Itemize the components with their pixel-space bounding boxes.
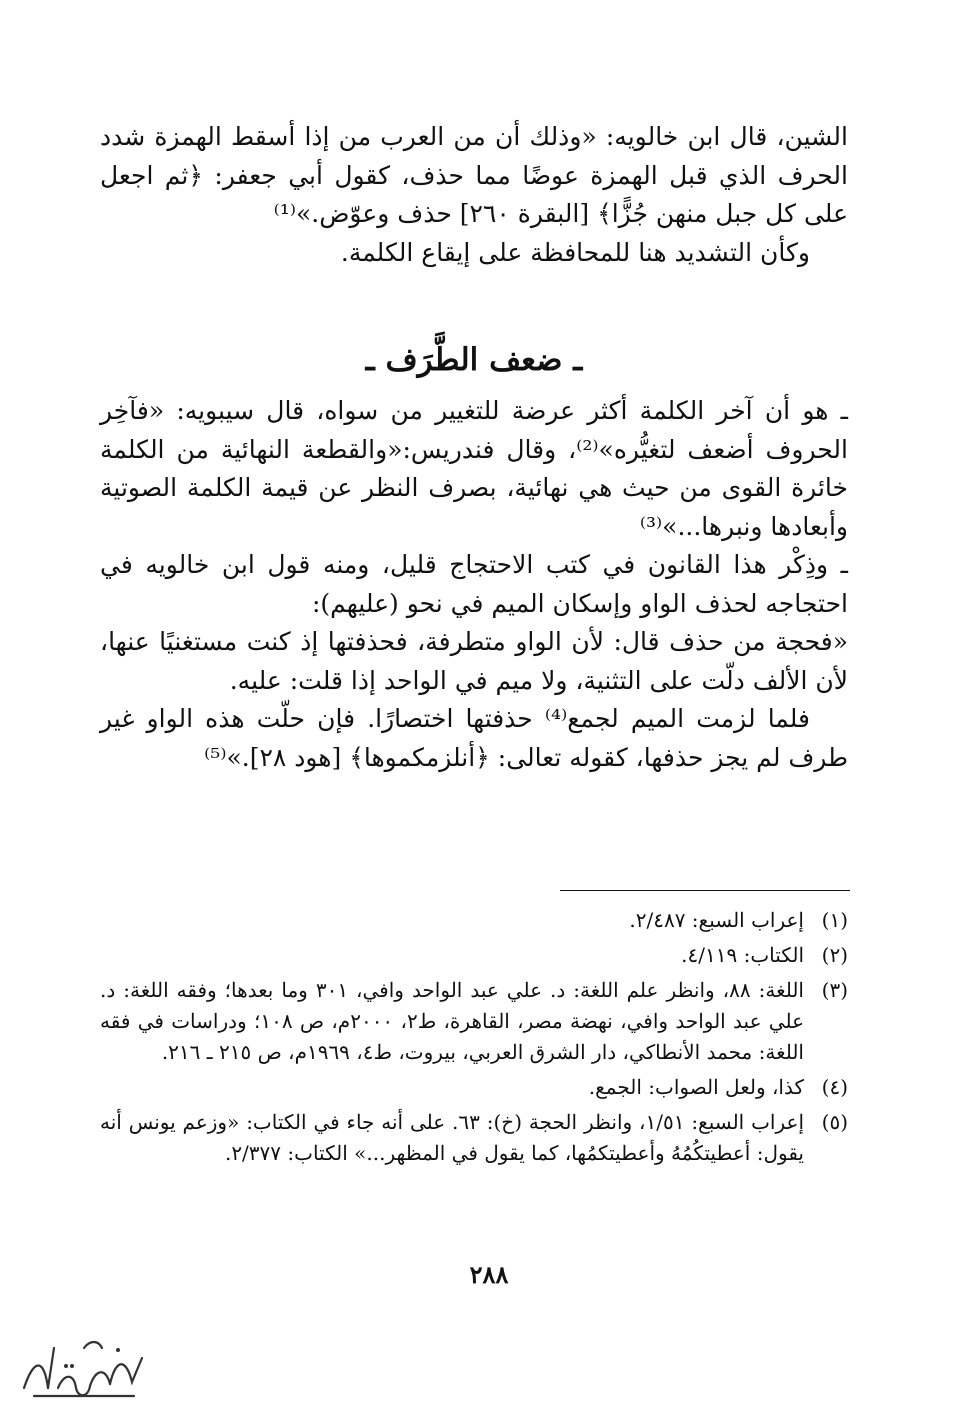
footnote-number: (١) <box>821 908 848 932</box>
section-heading: ـ ضعف الطَّرَف ـ <box>365 342 583 378</box>
paragraph-6: فلما لزمت الميم لجمع⁽⁴⁾ حذفتها اختصارًا. فإن حلّت هذه الواو غير طرف لم يجز حذفها، كقوله تعالى: ﴿أنلزمكموها﴾ [هود ٢٨].»⁽⁵⁾ <box>100 704 848 772</box>
footnotes <box>100 905 848 1173</box>
paragraph-1: الشين، قال ابن خالويه: «وذلك أن من العرب من إذا أسقط الهمزة شدد الحرف الذي قبل الهمزة عوضًا مما حذف، كقول أبي جعفر: ﴿ثم اجعل على كل جبل منهن جُزًّا﴾ [البقرة ٢٦٠] حذف وعوّض.»⁽¹⁾ <box>100 122 848 228</box>
paragraph-3: ـ هو أن آخر الكلمة أكثر عرضة للتغيير من سواه، قال سيبويه: «فآخِر الحروف أضعف لتغيُّره»⁽²⁾، وقال فندريس:«والقطعة النهائية من الكلمة خائرة القوى من حيث هي نهائية، بصرف النظر عن قيمة الكلمة الصوتية وأبعادها ونبرها...»⁽³⁾ <box>100 396 848 541</box>
paragraph-5: «فحجة من حذف قال: لأن الواو متطرفة، فحذفتها إذ كنت مستغنيًا عنها، لأن الألف دلّت على التثنية، ولا ميم في الواحد إذا قلت: عليه. <box>100 627 848 695</box>
footnote-2 <box>100 940 848 971</box>
footnote-4 <box>100 1072 848 1103</box>
paragraph-2: وكأن التشديد هنا للمحافظة على إيقاع الكلمة. <box>340 237 810 267</box>
footnote-number: (٢) <box>821 943 848 967</box>
footnote-number: (٥) <box>821 1110 848 1134</box>
publisher-logo-icon <box>14 1318 154 1408</box>
footnote-text: اللغة: ٨٨، وانظر علم اللغة: د. علي عبد الواحد وافي، ٣٠١ وما بعدها؛ وفقه اللغة: د. علي عبد الواحد وافي، نهضة مصر، القاهرة، ط٢، ٢٠٠٠م، ص ١٠٨؛ ودراسات في فقه اللغة: محمد الأنطاكي، دار الشرق العربي، بيروت، ط٤، ١٩٦٩م، ص ٢١٥ ـ ٢١٦. <box>100 978 805 1064</box>
footnote-3 <box>100 975 848 1068</box>
footnote-1 <box>100 905 848 936</box>
footnote-text: إعراب السبع: ٢/٤٨٧. <box>629 908 804 932</box>
footnote-number: (٣) <box>821 978 848 1002</box>
footnote-5 <box>100 1107 848 1169</box>
footnote-separator <box>560 890 850 891</box>
paragraph-4: ـ وذِكْر هذا القانون في كتب الاحتجاج قليل، ومنه قول ابن خالويه في احتجاجه لحذف الواو وإسكان الميم في نحو (عليهم): <box>100 550 848 618</box>
footnote-text: إعراب السبع: ١/٥١، وانظر الحجة (خ): ٦٣. على أنه جاء في الكتاب: «وزعم يونس أنه يقول: أعطيتكُمُهُ وأعطيتكمُها، كما يقول في المظهر...» الكتاب: ٢/٣٧٧. <box>100 1110 804 1165</box>
footnote-text: كذا، ولعل الصواب: الجمع. <box>588 1075 804 1099</box>
footnote-number: (٤) <box>821 1075 848 1099</box>
footnote-text: الكتاب: ٤/١١٩. <box>681 943 804 967</box>
page-body <box>100 118 848 777</box>
page-number: ٢٨٨ <box>469 1260 509 1289</box>
